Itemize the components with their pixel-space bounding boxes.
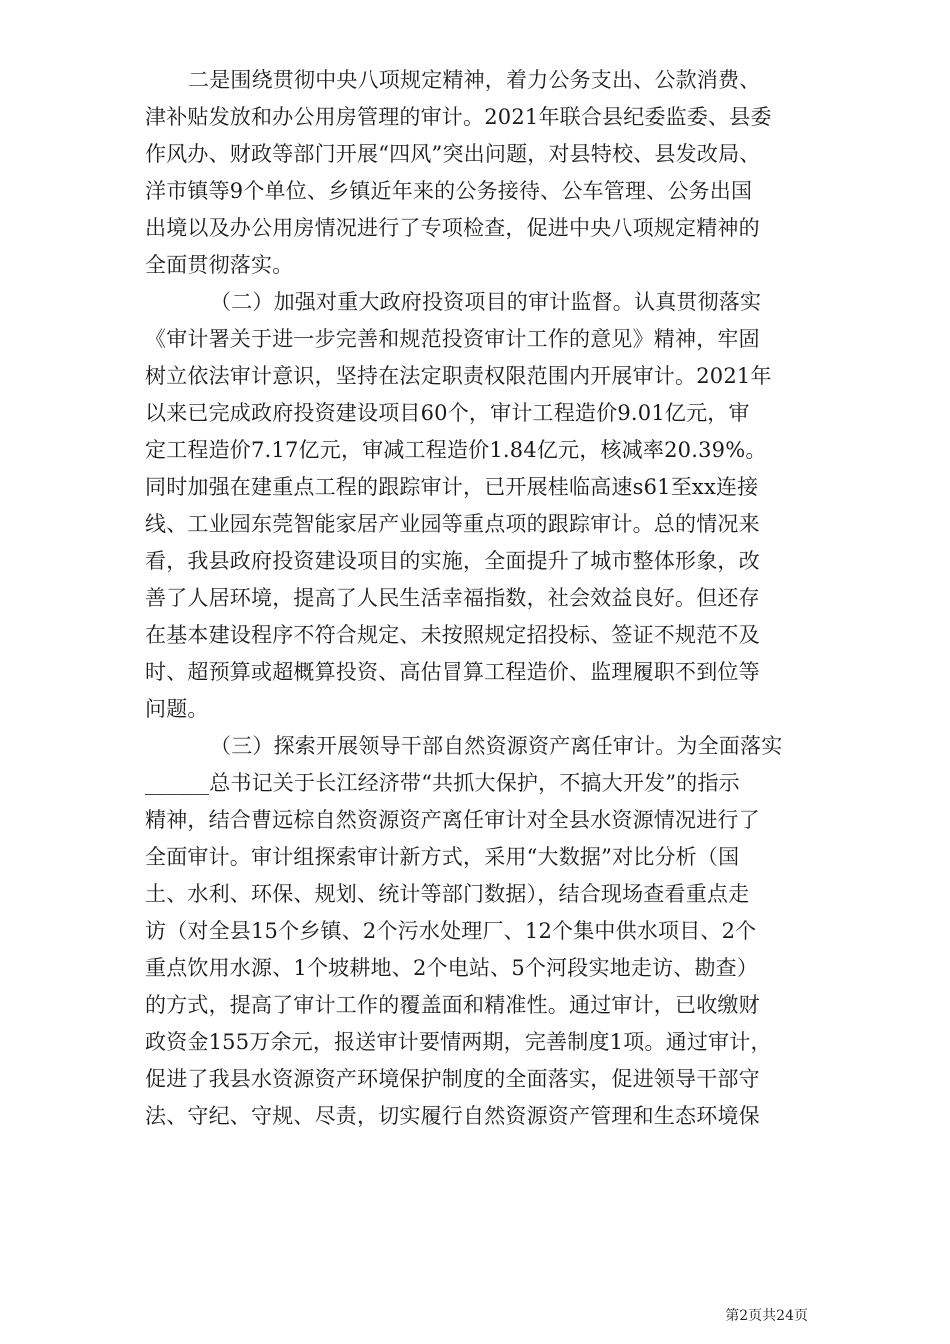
- text-line: ______总书记关于长江经济带“共抓大保护，不搞大开发”的指示: [145, 771, 740, 795]
- text-line: 重点饮用水源、1个坡耕地、2个电站、5个河段实地走访、勘查）: [145, 956, 759, 980]
- text-line: 善了人居环境，提高了人民生活幸福指数，社会效益良好。但还存: [145, 586, 760, 610]
- text-line: 在基本建设程序不符合规定、未按照规定招投标、签证不规范不及: [145, 623, 760, 647]
- text-line: 问题。: [145, 697, 209, 721]
- text-line: 精神，结合曹远棕自然资源资产离任审计对全县水资源情况进行了: [145, 808, 760, 832]
- text-line: 作风办、财政等部门开展“四风”突出问题，对县特校、县发改局、: [145, 142, 761, 166]
- text-line: 津补贴发放和办公用房管理的审计。2021年联合县纪委监委、县委: [145, 105, 772, 129]
- text-line: 访（对全县15个乡镇、2个污水处理厂、12个集中供水项目、2个: [145, 919, 757, 943]
- text-line: 促进了我县水资源资产环境保护制度的全面落实，促进领导干部守: [145, 1067, 760, 1091]
- text-line: 线、工业园东莞智能家居产业园等重点项的跟踪审计。总的情况来: [145, 512, 760, 536]
- text-line: 定工程造价7.17亿元，审减工程造价1.84亿元，核减率20.39%。: [145, 438, 767, 462]
- text-line: 全面贯彻落实。: [145, 253, 294, 277]
- text-line: （二）加强对重大政府投资项目的审计监督。认真贯彻落实: [210, 290, 762, 314]
- page-number-footer: 第2页共24页: [725, 1308, 808, 1324]
- text-line: 出境以及办公用房情况进行了专项检查，促进中央八项规定精神的: [145, 216, 760, 240]
- text-line: 二是围绕贯彻中央八项规定精神，着力公务支出、公款消费、: [188, 68, 761, 92]
- text-line: 土、水利、环保、规划、统计等部门数据），结合现场查看重点走: [145, 882, 750, 906]
- text-line: 以来已完成政府投资建设项目60个，审计工程造价9.01亿元，审: [145, 401, 750, 425]
- text-line: 时、超预算或超概算投资、高估冒算工程造价、监理履职不到位等: [145, 660, 760, 684]
- text-line: 树立依法审计意识，坚持在法定职责权限范围内开展审计。2021年: [145, 364, 772, 388]
- text-line: 《审计署关于进一步完善和规范投资审计工作的意见》精神，牢固: [145, 327, 760, 351]
- paragraph-3: [145, 728, 810, 1135]
- text-line: 法、守纪、守规、尽责，切实履行自然资源资产管理和生态环境保: [145, 1104, 760, 1128]
- paragraph-2: [145, 284, 810, 728]
- text-line: 政资金155万余元，报送审计要情两期，完善制度1项。通过审计，: [145, 1030, 772, 1054]
- paragraph-1: [145, 62, 810, 284]
- document-body: [145, 62, 810, 1135]
- text-line: 的方式，提高了审计工作的覆盖面和精准性。通过审计，已收缴财: [145, 993, 760, 1017]
- text-line: 看，我县政府投资建设项目的实施，全面提升了城市整体形象，改: [145, 549, 760, 573]
- text-line: 同时加强在建重点工程的跟踪审计，已开展桂临高速s61至xx连接: [145, 475, 759, 499]
- text-line: 全面审计。审计组探索审计新方式，采用“大数据”对比分析（国: [145, 845, 740, 869]
- text-line: 洋市镇等9个单位、乡镇近年来的公务接待、公车管理、公务出国: [145, 179, 753, 203]
- text-line: （三）探索开展领导干部自然资源资产离任审计。为全面落实: [210, 734, 783, 758]
